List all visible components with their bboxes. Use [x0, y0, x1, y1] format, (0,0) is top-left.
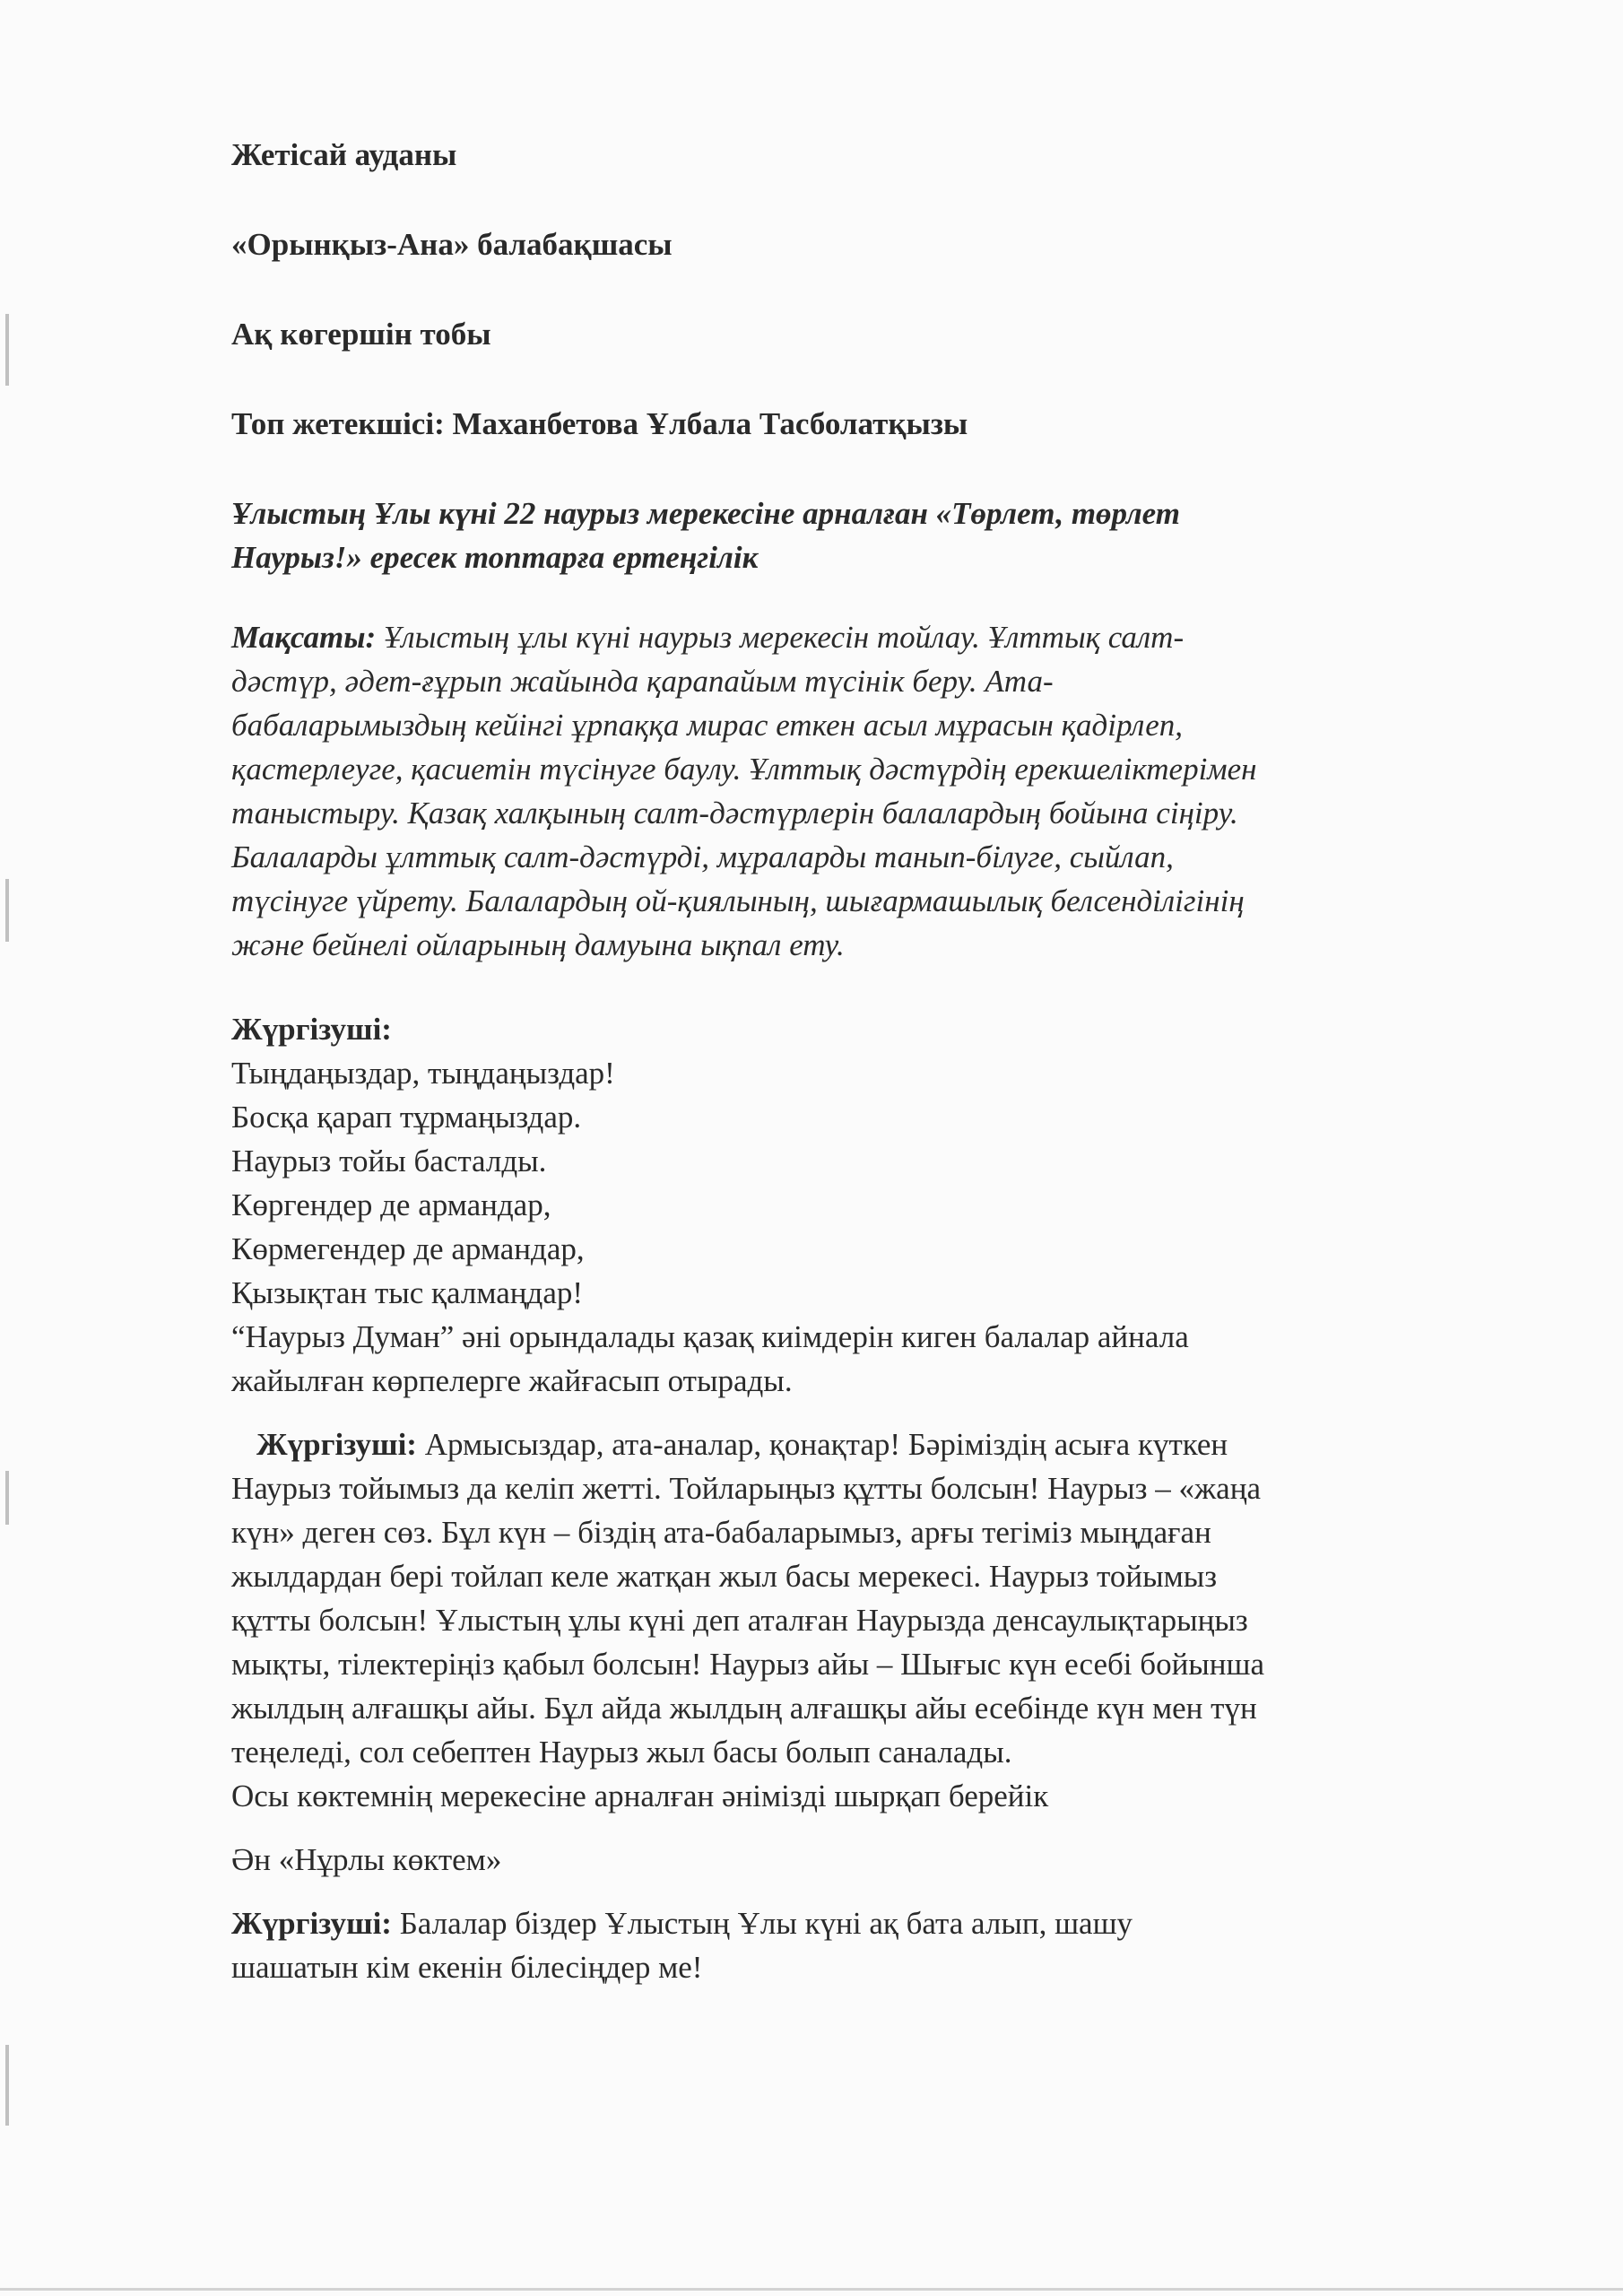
question-line: шашатын кім екенін білесіңдер ме! — [231, 1950, 703, 1985]
speech-text: Армысыздар, ата-аналар, қонақтар! Бәріміздің асыға күткен — [416, 1427, 1228, 1462]
group-heading: Ақ көгершін тобы — [231, 317, 491, 352]
aim-line: бабаларымыздың кейінгі ұрпаққа мирас еткен асыл мұрасын қадірлеп, — [231, 708, 1184, 743]
aim-line: Балаларды ұлттық салт-дәстүрді, мұраларды танып-білуге, сыйлап, — [231, 839, 1174, 874]
host-poem-section — [231, 1007, 1505, 1403]
speech-line: Наурыз тойымыз да келіп жетті. Тойларыңыз құтты болсын! Наурыз – «жаңа — [231, 1471, 1261, 1506]
leader-heading: Топ жетекшісі: Маханбетова Ұлбала Тасболатқызы — [231, 406, 968, 441]
kindergarten-heading: «Орынқыз-Ана» балабақшасы — [231, 227, 673, 262]
document-title — [231, 491, 1505, 579]
scan-edge-mark — [5, 2045, 9, 2126]
stage-note-line: “Наурыз Думан” әні орындалады қазақ киімдерін киген балалар айнала — [231, 1319, 1189, 1354]
speech-line: Осы көктемнің мерекесіне арналған әнімізді шырқап берейік — [231, 1779, 1049, 1813]
speech-line: теңеледі, сол себептен Наурыз жыл басы болып саналады. — [231, 1735, 1012, 1770]
speech-line: күн» деген сөз. Бұл күн – біздің ата-бабаларымыз, арғы тегіміз мыңдаған — [231, 1515, 1211, 1550]
title-line: Наурыз!» ересек топтарға ертеңгілік — [231, 540, 759, 575]
scan-edge-mark — [5, 879, 9, 942]
speech-line: мықты, тілектеріңіз қабыл болсын! Наурыз айы – Шығыс күн есебі бойынша — [231, 1647, 1265, 1682]
aim-line: таныстыру. Қазақ халқының салт-дәстүрлерін балалардың бойына сіңіру. — [231, 796, 1238, 831]
district-heading: Жетісай ауданы — [231, 137, 457, 172]
stage-note-line: жайылған көрпелерге жайғасып отырады. — [231, 1363, 793, 1398]
question-text: Балалар біздер Ұлыстың Ұлы күні ақ бата алып, шашу — [391, 1906, 1133, 1941]
scan-bottom-edge — [0, 2288, 1623, 2291]
aim-label: Мақсаты: — [231, 620, 377, 655]
speech-line: жылдың алғашқы айы. Бұл айда жылдың алғашқы айы есебінде күн мен түн — [231, 1691, 1257, 1726]
speaker-label: Жүргізуші: — [256, 1427, 417, 1462]
song-title: Ән «Нұрлы көктем» — [231, 1842, 502, 1877]
poem-line: Қызықтан тыс қалмаңдар! — [231, 1275, 584, 1310]
aim-line: қастерлеуге, қасиетін түсінуге баулу. Ұлттық дәстүрдің ерекшеліктерімен — [231, 752, 1257, 787]
scan-edge-mark — [5, 314, 9, 386]
poem-line: Босқа қарап тұрмаңыздар. — [231, 1100, 582, 1135]
aim-text: Ұлыстың ұлы күні наурыз мерекесін тойлау. Ұлттық салт- — [376, 620, 1185, 655]
speaker-label: Жүргізуші: — [231, 1906, 392, 1941]
speech-line: құтты болсын! Ұлыстың ұлы күні деп аталған Наурызда денсаулықтарыңыз — [231, 1603, 1248, 1638]
speech-line: жылдардан бері тойлап келе жатқан жыл басы мерекесі. Наурыз тойымыз — [231, 1559, 1218, 1594]
aim-line: және бейнелі ойларының дамуына ықпал ету. — [231, 927, 845, 962]
document-body — [231, 133, 1505, 2009]
aim-line — [231, 615, 1505, 659]
speech-line — [231, 1422, 1505, 1466]
poem-line: Наурыз тойы басталды. — [231, 1144, 547, 1178]
host-speech-section — [231, 1422, 1505, 1818]
scan-edge-mark — [5, 1471, 9, 1525]
speaker-label: Жүргізуші: — [231, 1012, 392, 1047]
poem-line: Көрмегендер де армандар, — [231, 1231, 585, 1266]
aim-line: дәстүр, әдет-ғұрып жайында қарапайым түсінік беру. Ата- — [231, 664, 1054, 699]
aim-paragraph — [231, 615, 1505, 967]
poem-line: Тыңдаңыздар, тыңдаңыздар! — [231, 1056, 615, 1091]
title-line: Ұлыстың Ұлы күні 22 наурыз мерекесіне арналған «Төрлет, төрлет — [231, 496, 1180, 531]
poem-line: Көргендер де армандар, — [231, 1187, 551, 1222]
question-line — [231, 1901, 1505, 1945]
aim-line: түсінуге үйрету. Балалардың ой-қиялының, шығармашылық белсенділігінің — [231, 883, 1245, 918]
host-question-section — [231, 1901, 1505, 1989]
